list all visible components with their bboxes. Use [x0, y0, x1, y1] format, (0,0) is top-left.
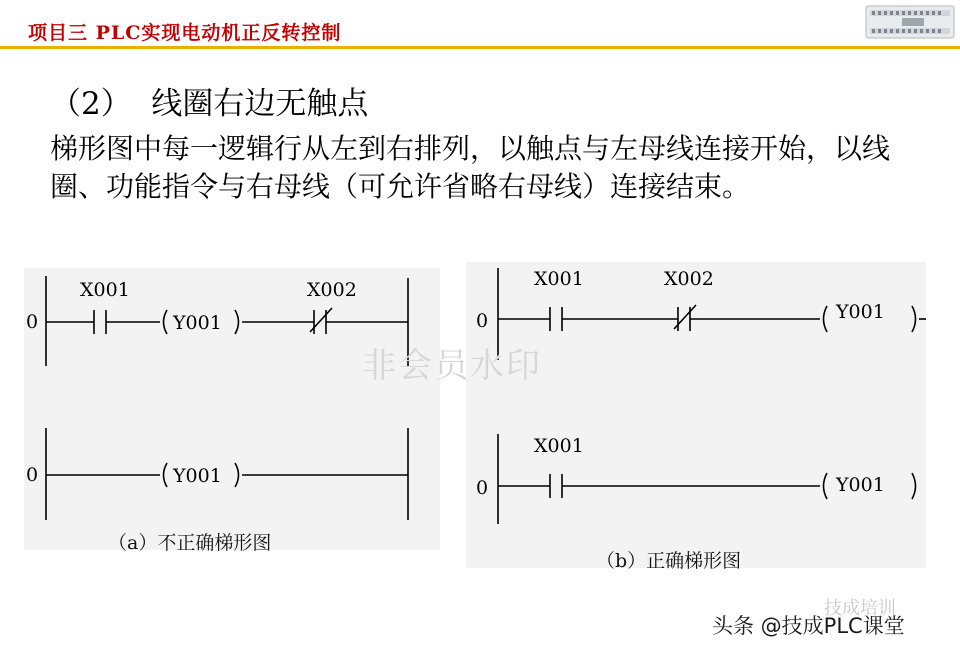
watermark: 非会员水印 — [362, 346, 542, 386]
rung-a1-coil-y001: Y001 — [173, 312, 222, 334]
rung-b2-contact-x001: X001 — [534, 435, 584, 457]
rung-a1-contact-x001: X001 — [80, 279, 130, 301]
credit-ghost-watermark: 技成培训 — [824, 598, 896, 619]
ladder-diagram-correct-drawing — [466, 262, 926, 568]
header-title: 项目三 PLC实现电动机正反转控制 — [28, 22, 342, 44]
caption-correct: （b）正确梯形图 — [596, 550, 742, 572]
rung-a1-contact-x002: X002 — [307, 279, 357, 301]
rung-b2-coil-y001: Y001 — [836, 474, 885, 496]
ladder-diagram-correct — [466, 262, 926, 568]
rung-b1-coil-y001: Y001 — [836, 301, 885, 323]
plc-device-image — [862, 2, 958, 42]
header-divider — [0, 46, 960, 49]
rung-a1-step: 0 — [26, 311, 39, 333]
rung-b1-contact-x001: X001 — [534, 268, 584, 290]
section-heading: （2） 线圈右边无触点 — [50, 86, 369, 122]
ladder-diagram-incorrect — [24, 268, 440, 550]
rung-b1-contact-x002: X002 — [664, 268, 714, 290]
rung-b1-step: 0 — [476, 310, 489, 332]
section-body-text: 梯形图中每一逻辑行从左到右排列，以触点与左母线连接开始，以线圈、功能指令与右母线（可允许省略右母线）连接结束。 — [50, 132, 891, 203]
ladder-diagram-incorrect-drawing — [24, 268, 440, 550]
rung-b2-step: 0 — [476, 477, 489, 499]
rung-a2-step: 0 — [26, 464, 39, 486]
caption-incorrect: （a）不正确梯形图 — [108, 532, 272, 554]
source-credit: 头条 @技成PLC课堂 — [712, 614, 905, 638]
rung-a2-coil-y001: Y001 — [173, 465, 222, 487]
